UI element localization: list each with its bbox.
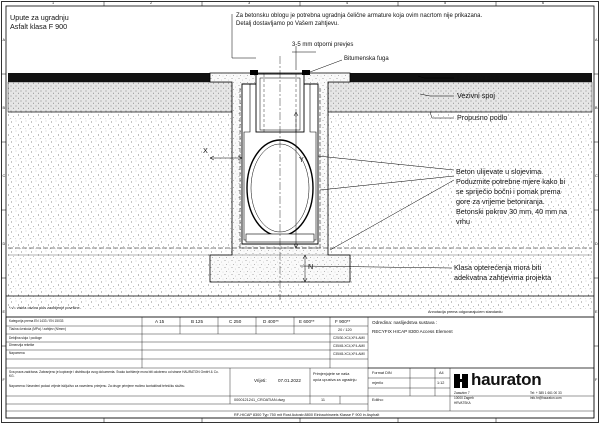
table-row-category: Kategorija prema EN 1433 / EN 15033 bbox=[9, 319, 64, 323]
frame-row-c: C bbox=[2, 174, 6, 178]
frame-row-b-right: B bbox=[595, 106, 598, 110]
class-f900: F 900** bbox=[335, 319, 351, 324]
format-value: A4 bbox=[439, 371, 444, 375]
note-concrete-3: se spriječio bočni i pomak prema bbox=[456, 187, 561, 196]
note-concrete-1: Beton ulijevate u slojevima. bbox=[456, 167, 544, 176]
edition-label: Ediiho: bbox=[372, 398, 384, 402]
frame-col-5: 5 bbox=[444, 1, 447, 5]
note-reinforcement-2: Detalj dostavljamo po Vašem zahtjevu. bbox=[236, 21, 339, 27]
product-name: RECYFIX HICAP 8300 Access Element bbox=[372, 329, 453, 334]
table-row-note: Napomena bbox=[9, 351, 25, 355]
dimension-n: N bbox=[308, 262, 314, 271]
title-block-table bbox=[6, 296, 594, 418]
product-label: Odredina: naslijedstva sustava : bbox=[372, 320, 438, 325]
table-row-strength: Tlačna čvrstoća (MPa) / zahtjev (N/mm²) bbox=[9, 327, 67, 331]
class-a15: A 15 bbox=[155, 319, 165, 324]
address-line-2: 10000 Zagreb bbox=[454, 396, 474, 400]
dimension-x: X bbox=[203, 146, 208, 155]
f900-value: 20 / 120 bbox=[338, 328, 352, 332]
class-d400: D 400** bbox=[263, 319, 279, 324]
footnote: * v= visina otvora plus zaobljenje površine bbox=[9, 306, 80, 310]
file-name: 0000121241_CROATIAN.dwg bbox=[234, 398, 285, 402]
frame-row-e: E bbox=[2, 310, 6, 314]
table-row-grating: Dimenzija rešetke bbox=[9, 343, 35, 347]
binder-course-left bbox=[8, 82, 232, 112]
label-wearing-course: Habajući slok bbox=[457, 73, 500, 82]
frame-col-2: 2 bbox=[150, 1, 153, 5]
scale-label: mjerilo bbox=[372, 381, 384, 385]
standard-note: Annotacija prema odgovarajućem standardu bbox=[428, 310, 503, 314]
label-base-course: Propusno podlo bbox=[457, 113, 508, 122]
table-row-thickness: Debljina sloja / podloge bbox=[9, 336, 42, 340]
frame-row-a-right: A bbox=[595, 38, 598, 42]
note-concrete-2: Poduzmite potrebne mjere kako bi bbox=[456, 177, 566, 186]
hauraton-logo-mark bbox=[454, 374, 468, 388]
drawn-label: Vrijeti: bbox=[254, 378, 267, 383]
frame-row-f-right: F bbox=[595, 378, 598, 382]
note-bitumen-joint: Bitumenska fuga bbox=[344, 56, 389, 62]
drawn-date: 07.01.2022 bbox=[278, 378, 301, 383]
contact-phone: Tel: + 385 1 661 00 33 bbox=[530, 391, 562, 395]
page-title: Upute za ugradnju bbox=[10, 13, 69, 22]
frame-row-b: B bbox=[2, 106, 6, 110]
frame-col-3: 3 bbox=[248, 1, 251, 5]
frame-row-d-right: D bbox=[595, 242, 598, 246]
frame-col-6: 6 bbox=[542, 1, 545, 5]
frame-row-d: D bbox=[2, 242, 6, 246]
address-line-3: HRVATSKA bbox=[454, 401, 471, 405]
format-label: Format DIN bbox=[372, 371, 392, 375]
frame-col-4: 4 bbox=[346, 1, 349, 5]
drawing-title: RF-HICAP 8300 Typ 750 mit Rost Autostr.8800 Einbauhinweis Klasse F 900 in Asphalt bbox=[234, 413, 380, 417]
note-concrete-4: gore za vrijeme betoniranja. bbox=[456, 197, 545, 206]
frame-row-a: A bbox=[2, 38, 6, 42]
class-c250: C 250 bbox=[229, 319, 242, 324]
concrete-code-3: C35/45-XC4,XF4-AM0 bbox=[333, 352, 365, 356]
frame-row-c-right: C bbox=[595, 174, 598, 178]
label-binder-course: Vezivni spoj bbox=[457, 91, 495, 100]
scale-value: 1:12 bbox=[437, 381, 445, 385]
spec-line-1: Primjenjujete se naša bbox=[313, 372, 350, 376]
brand-name: hauraton bbox=[471, 370, 542, 389]
class-b125: B 125 bbox=[191, 319, 204, 324]
copyright-note: Sva prava zadržana. Zabranjeno je kopiranje i distribucija ovog dokumenta. Svako korištenje mora biti odobreno od strane HAURATON GmbH & Co. KG. bbox=[9, 370, 219, 378]
concrete-code-2: C35/45-XC4,XF4-AM0 bbox=[333, 344, 365, 348]
note-reinforcement-1: Za betonsku oblogu je potrebna ugradnja čelične armature koja ovim nacrtom nije prikazana. bbox=[236, 13, 483, 19]
class-e600: E 600** bbox=[299, 319, 315, 324]
contact-email: info.hr@hauraton.com bbox=[530, 396, 562, 400]
sheet-number: 11 bbox=[321, 398, 325, 402]
dimension-y: Y bbox=[299, 155, 304, 164]
address-line-1: Zaaszkm 7 bbox=[454, 391, 470, 395]
frame-row-f: F bbox=[2, 378, 5, 382]
spec-line-2: opća upustva za ugradnju bbox=[313, 378, 357, 382]
note-edge-profile: 3-5 mm otporni prevjes bbox=[292, 42, 354, 48]
concrete-code-1: C25/30-XC4,XF4-AM0 bbox=[333, 336, 365, 340]
frame-col-1: 1 bbox=[52, 1, 55, 5]
page-subtitle: Asfalt klasa F 900 bbox=[10, 22, 68, 31]
usage-note: Napomena: Navedeni podaci vrijede isključivo za navedenu primjenu. Za druge primjene molimo kontaktirati tehničku službu. bbox=[9, 384, 186, 388]
frame-row-e-right: E bbox=[595, 310, 598, 314]
note-load-class-2: adekvatna zahtjevima projekta bbox=[454, 273, 552, 282]
wearing-course-left bbox=[8, 73, 232, 82]
note-concrete-5: Betonski pokrov 30 mm, 40 mm na bbox=[456, 207, 568, 216]
note-concrete-6: vrhu bbox=[456, 217, 470, 226]
note-load-class-1: Klasa opterećenja mora biti bbox=[454, 263, 542, 272]
